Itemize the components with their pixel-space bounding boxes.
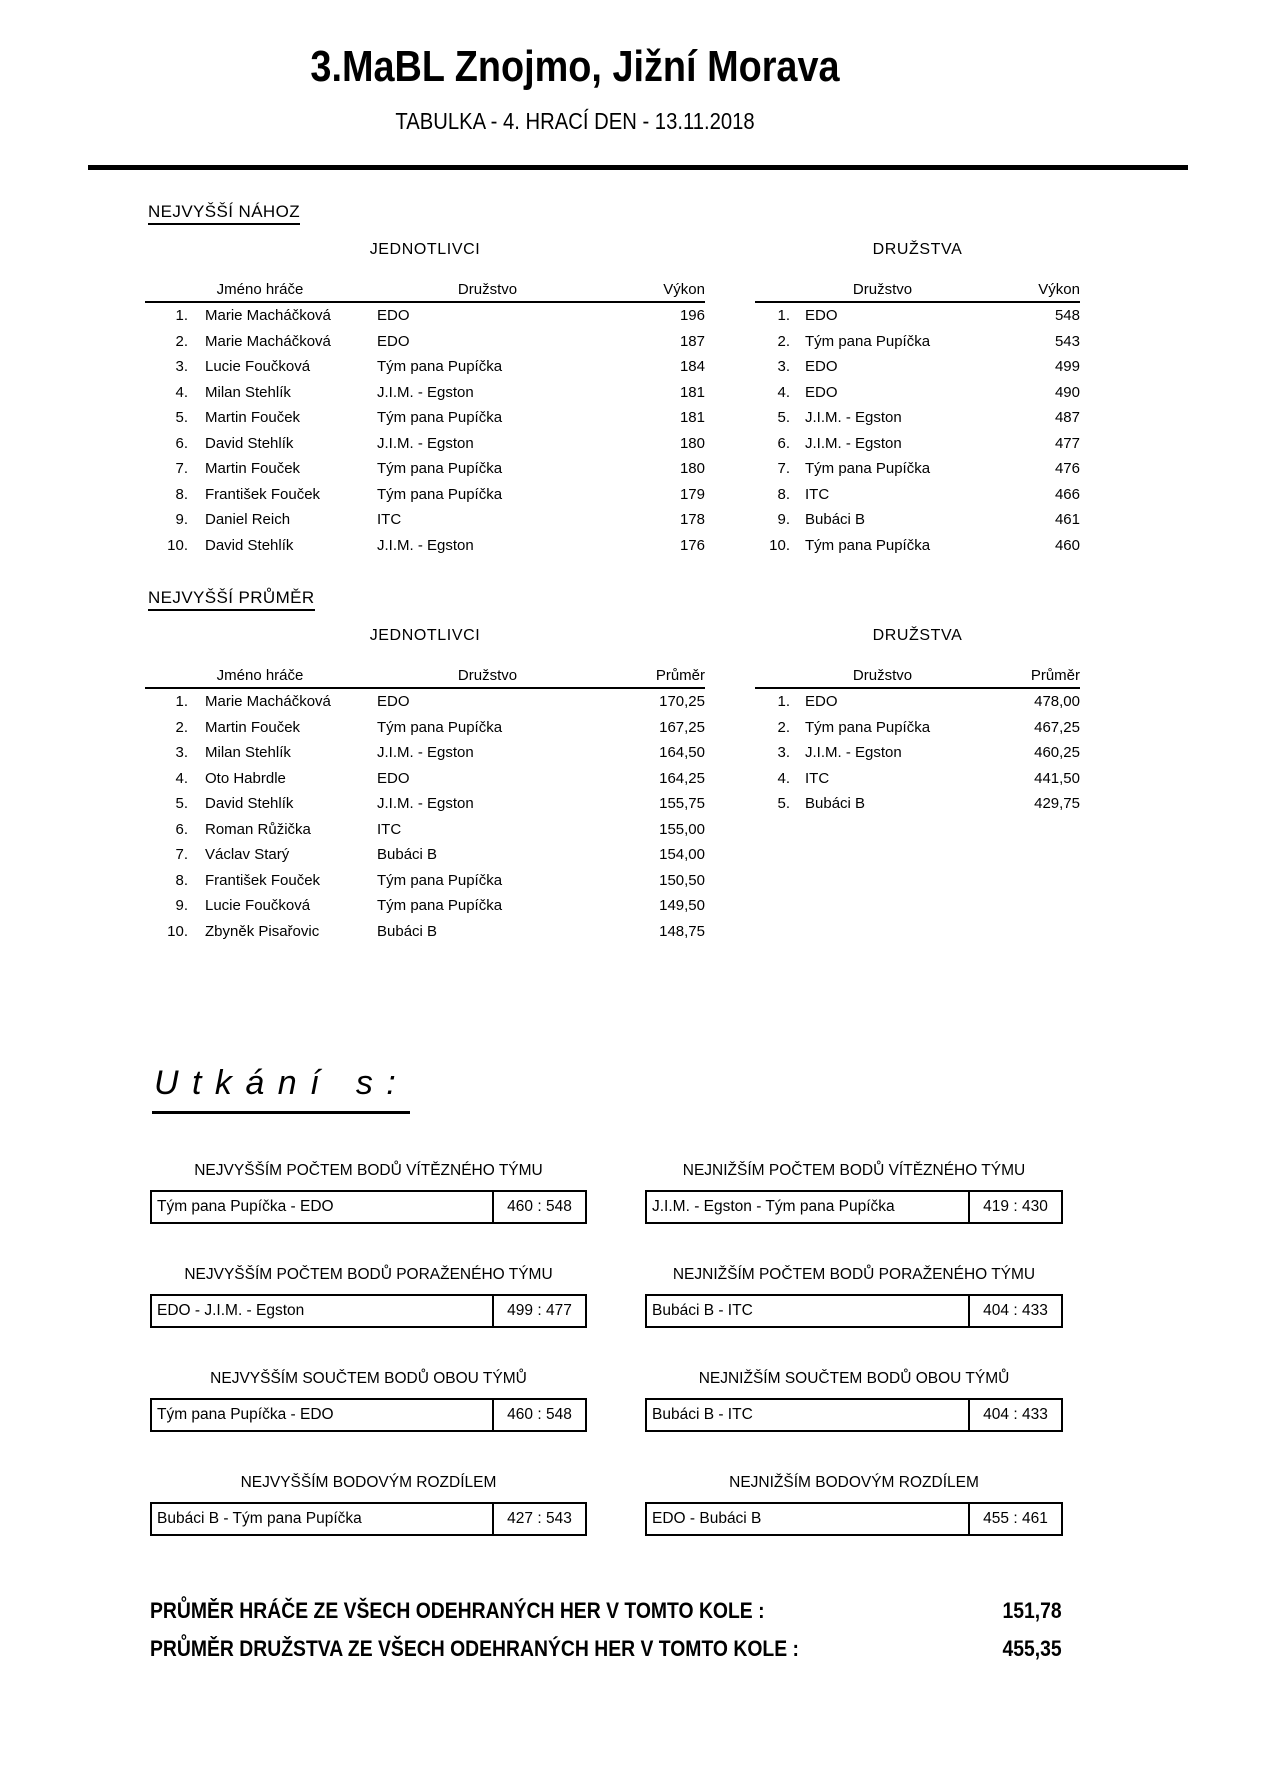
match-score: 455 : 461 [968, 1504, 1061, 1534]
team-cell: EDO [805, 358, 838, 376]
table-row [145, 329, 705, 355]
column-header-average: Průměr [655, 666, 705, 684]
table-row [755, 791, 1080, 817]
score-cell: 181 [679, 383, 705, 401]
player-name-cell: Lucie Foučková [205, 358, 311, 376]
match-record-label: NEJVYŠŠÍM POČTEM BODŮ PORAŽENÉHO TÝMU [184, 1266, 553, 1283]
table-row [755, 329, 1080, 355]
rank-cell: 4. [175, 383, 188, 401]
team-cell: Bubáci B [805, 511, 866, 529]
rank-cell: 1. [175, 307, 188, 325]
rank-cell: 3. [777, 358, 790, 376]
rank-cell: 6. [175, 820, 188, 838]
player-name-cell: Roman Růžička [205, 820, 311, 838]
section-matches [0, 1064, 1264, 1536]
table-row [145, 482, 705, 508]
rank-cell: 2. [175, 332, 188, 350]
score-cell: 487 [1054, 409, 1080, 427]
score-cell: 180 [679, 460, 705, 478]
column-header-player-name: Jméno hráče [216, 666, 304, 684]
team-cell: Bubáci B [377, 922, 438, 940]
table-title-teams: DRUŽSTVA [872, 241, 963, 258]
table-row [145, 715, 705, 741]
match-teams: EDO - J.I.M. - Egston [157, 1302, 305, 1319]
match-score: 404 : 433 [968, 1400, 1061, 1430]
team-cell: J.I.M. - Egston [377, 744, 474, 762]
average-cell: 150,50 [659, 871, 705, 889]
average-cell: 467,25 [1034, 718, 1080, 736]
team-cell: Tým pana Pupíčka [377, 871, 503, 889]
rank-cell: 5. [777, 795, 790, 813]
player-name-cell: David Stehlík [205, 434, 294, 452]
rank-cell: 2. [777, 718, 790, 736]
score-cell: 543 [1054, 332, 1080, 350]
table-row [145, 842, 705, 868]
rank-cell: 2. [777, 332, 790, 350]
table-row [145, 405, 705, 431]
score-cell: 461 [1054, 511, 1080, 529]
player-name-cell: Milan Stehlík [205, 744, 291, 762]
match-score: 427 : 543 [492, 1504, 585, 1534]
player-name-cell: Lucie Foučková [205, 897, 311, 915]
team-cell: EDO [377, 693, 410, 711]
column-header-team: Družstvo [852, 666, 913, 684]
table-row [145, 456, 705, 482]
player-name-cell: Václav Starý [205, 846, 290, 864]
team-cell: ITC [377, 511, 402, 529]
team-cell: EDO [377, 332, 410, 350]
table-row [145, 431, 705, 457]
team-cell: Tým pana Pupíčka [377, 409, 503, 427]
match-record-label: NEJVYŠŠÍM BODOVÝM ROZDÍLEM [240, 1474, 497, 1491]
match-record-box [645, 1294, 1063, 1328]
rank-cell: 8. [175, 485, 188, 503]
team-cell: J.I.M. - Egston [377, 383, 474, 401]
team-cell: ITC [805, 485, 830, 503]
match-teams: Tým pana Pupíčka - EDO [157, 1198, 334, 1215]
page-title: 3.MaBL Znojmo, Jižní Morava [310, 42, 840, 91]
player-name-cell: David Stehlík [205, 795, 294, 813]
page-subtitle: TABULKA - 4. HRACÍ DEN - 13.11.2018 [395, 108, 755, 134]
summary-label: PRŮMĚR DRUŽSTVA ZE VŠECH ODEHRANÝCH HER V TOMTO KOLE : [150, 1636, 799, 1661]
team-cell: EDO [805, 693, 838, 711]
rank-cell: 5. [175, 795, 188, 813]
double-rule [88, 165, 1188, 170]
section-highest-average [0, 588, 1264, 944]
match-record [645, 1266, 1063, 1328]
team-cell: EDO [377, 307, 410, 325]
table-row [145, 791, 705, 817]
match-score: 404 : 433 [968, 1296, 1061, 1326]
table-row [145, 507, 705, 533]
summary-label: PRŮMĚR HRÁČE ZE VŠECH ODEHRANÝCH HER V TOMTO KOLE : [150, 1598, 765, 1623]
player-name-cell: František Fouček [205, 871, 321, 889]
score-cell: 181 [679, 409, 705, 427]
team-cell: Tým pana Pupíčka [805, 536, 931, 554]
column-header-team: Družstvo [852, 280, 913, 298]
table-row [145, 919, 705, 945]
rank-cell: 3. [175, 744, 188, 762]
match-record [150, 1266, 587, 1328]
player-name-cell: Martin Fouček [205, 460, 301, 478]
average-cell: 164,50 [659, 744, 705, 762]
rank-cell: 5. [175, 409, 188, 427]
player-name-cell: Martin Fouček [205, 718, 301, 736]
average-cell: 149,50 [659, 897, 705, 915]
summary-footer [150, 1592, 1264, 1668]
team-cell: J.I.M. - Egston [805, 434, 902, 452]
rank-cell: 8. [777, 485, 790, 503]
match-record-box [645, 1398, 1063, 1432]
table-row [145, 868, 705, 894]
section-heading-highest-game: NEJVYŠŠÍ NÁHOZ [148, 202, 300, 225]
average-cell: 441,50 [1034, 769, 1080, 787]
match-teams: Bubáci B - ITC [652, 1302, 753, 1319]
score-cell: 196 [679, 307, 705, 325]
table-row [755, 715, 1080, 741]
score-cell: 466 [1054, 485, 1080, 503]
team-cell: Tým pana Pupíčka [377, 718, 503, 736]
match-teams: Bubáci B - Tým pana Pupíčka [157, 1510, 362, 1527]
summary-value: 455,35 [1002, 1636, 1062, 1661]
team-cell: EDO [377, 769, 410, 787]
rank-cell: 3. [777, 744, 790, 762]
match-record [150, 1162, 587, 1224]
table-highest-average-teams [755, 627, 1080, 817]
team-cell: EDO [805, 383, 838, 401]
average-cell: 164,25 [659, 769, 705, 787]
table-highest-game-individuals [145, 241, 705, 558]
player-name-cell: Zbyněk Pisařovic [205, 922, 320, 940]
table-row [755, 533, 1080, 559]
score-cell: 176 [679, 536, 705, 554]
match-record-box [150, 1502, 587, 1536]
score-cell: 184 [679, 358, 705, 376]
table-row [145, 817, 705, 843]
team-cell: J.I.M. - Egston [377, 434, 474, 452]
rank-cell: 9. [175, 511, 188, 529]
rank-cell: 1. [175, 693, 188, 711]
player-name-cell: Martin Fouček [205, 409, 301, 427]
rank-cell: 5. [777, 409, 790, 427]
column-header-average: Průměr [1030, 666, 1080, 684]
rank-cell: 6. [777, 434, 790, 452]
match-teams: J.I.M. - Egston - Tým pana Pupíčka [652, 1198, 895, 1215]
team-cell: Tým pana Pupíčka [377, 897, 503, 915]
match-teams: Bubáci B - ITC [652, 1406, 753, 1423]
team-cell: Tým pana Pupíčka [377, 460, 503, 478]
table-row [755, 431, 1080, 457]
team-cell: Tým pana Pupíčka [805, 718, 931, 736]
average-cell: 460,25 [1034, 744, 1080, 762]
match-record-label: NEJNIŽŠÍM POČTEM BODŮ PORAŽENÉHO TÝMU [672, 1266, 1036, 1283]
player-name-cell: Marie Macháčková [205, 307, 331, 325]
average-cell: 478,00 [1034, 693, 1080, 711]
table-row [755, 482, 1080, 508]
rank-cell: 6. [175, 434, 188, 452]
player-name-cell: Marie Macháčková [205, 332, 331, 350]
score-cell: 499 [1054, 358, 1080, 376]
section-heading-highest-average: NEJVYŠŠÍ PRŮMĚR [148, 588, 315, 611]
rank-cell: 10. [769, 536, 790, 554]
rank-cell: 4. [175, 769, 188, 787]
score-cell: 460 [1054, 536, 1080, 554]
summary-line [150, 1630, 1062, 1668]
rank-cell: 2. [175, 718, 188, 736]
table-row [755, 380, 1080, 406]
match-score: 419 : 430 [968, 1192, 1061, 1222]
table-row [755, 689, 1080, 715]
summary-line [150, 1592, 1062, 1630]
team-cell: Tým pana Pupíčka [805, 460, 931, 478]
match-record-box [645, 1190, 1063, 1224]
table-row [145, 740, 705, 766]
table-highest-average-individuals [145, 627, 705, 944]
table-row [145, 893, 705, 919]
average-cell: 429,75 [1034, 795, 1080, 813]
table-row [755, 405, 1080, 431]
team-cell: EDO [805, 307, 838, 325]
rank-cell: 4. [777, 769, 790, 787]
rank-cell: 7. [777, 460, 790, 478]
rank-cell: 4. [777, 383, 790, 401]
team-cell: ITC [805, 769, 830, 787]
match-record-label: NEJNIŽŠÍM SOUČTEM BODŮ OBOU TÝMŮ [698, 1370, 1010, 1387]
section-highest-game [0, 202, 1264, 558]
average-cell: 154,00 [659, 846, 705, 864]
table-title-individuals: JEDNOTLIVCI [369, 241, 481, 258]
table-row [755, 354, 1080, 380]
rank-cell: 7. [175, 846, 188, 864]
player-name-cell: David Stehlík [205, 536, 294, 554]
match-record-box [150, 1398, 587, 1432]
match-teams: Tým pana Pupíčka - EDO [157, 1406, 334, 1423]
match-record-box [150, 1190, 587, 1224]
score-cell: 180 [679, 434, 705, 452]
column-header-player-name: Jméno hráče [216, 280, 304, 298]
table-row [755, 456, 1080, 482]
rank-cell: 8. [175, 871, 188, 889]
team-cell: J.I.M. - Egston [805, 409, 902, 427]
match-record-label: NEJNIŽŠÍM BODOVÝM ROZDÍLEM [729, 1474, 979, 1491]
team-cell: ITC [377, 820, 402, 838]
column-header-team: Družstvo [457, 280, 518, 298]
player-name-cell: František Fouček [205, 485, 321, 503]
match-score: 499 : 477 [492, 1296, 585, 1326]
average-cell: 148,75 [659, 922, 705, 940]
score-cell: 548 [1054, 307, 1080, 325]
score-cell: 179 [679, 485, 705, 503]
team-cell: Tým pana Pupíčka [377, 358, 503, 376]
score-cell: 477 [1054, 434, 1080, 452]
match-teams: EDO - Bubáci B [652, 1510, 762, 1527]
team-cell: J.I.M. - Egston [805, 744, 902, 762]
match-record [645, 1370, 1063, 1432]
score-cell: 476 [1054, 460, 1080, 478]
column-header-score: Výkon [663, 280, 705, 298]
match-record-box [150, 1294, 587, 1328]
rank-cell: 10. [167, 536, 188, 554]
score-cell: 178 [679, 511, 705, 529]
score-cell: 490 [1054, 383, 1080, 401]
rank-cell: 7. [175, 460, 188, 478]
column-header-score: Výkon [1038, 280, 1080, 298]
rank-cell: 9. [777, 511, 790, 529]
match-record-label: NEJNIŽŠÍM POČTEM BODŮ VÍTĚZNÉHO TÝMU [682, 1162, 1026, 1179]
average-cell: 167,25 [659, 718, 705, 736]
player-name-cell: Milan Stehlík [205, 383, 291, 401]
player-name-cell: Oto Habrdle [205, 769, 286, 787]
table-title-individuals: JEDNOTLIVCI [369, 627, 481, 644]
summary-value: 151,78 [1002, 1598, 1062, 1623]
match-record-label: NEJVYŠŠÍM SOUČTEM BODŮ OBOU TÝMŮ [210, 1370, 527, 1387]
table-row [145, 766, 705, 792]
table-row [755, 507, 1080, 533]
team-cell: Tým pana Pupíčka [377, 485, 503, 503]
table-highest-game-teams [755, 241, 1080, 558]
match-record [645, 1474, 1063, 1536]
column-header-team: Družstvo [457, 666, 518, 684]
team-cell: J.I.M. - Egston [377, 536, 474, 554]
match-record [150, 1370, 587, 1432]
team-cell: Bubáci B [377, 846, 438, 864]
table-row [755, 766, 1080, 792]
match-record-label: NEJVYŠŠÍM POČTEM BODŮ VÍTĚZNÉHO TÝMU [194, 1162, 543, 1179]
rank-cell: 3. [175, 358, 188, 376]
average-cell: 155,75 [659, 795, 705, 813]
matches-heading: U t k á n í s : [152, 1064, 410, 1114]
player-name-cell: Marie Macháčková [205, 693, 331, 711]
table-title-teams: DRUŽSTVA [872, 627, 963, 644]
table-row [755, 303, 1080, 329]
player-name-cell: Daniel Reich [205, 511, 291, 529]
table-row [145, 303, 705, 329]
score-cell: 187 [679, 332, 705, 350]
table-row [145, 380, 705, 406]
rank-cell: 1. [777, 693, 790, 711]
average-cell: 170,25 [659, 693, 705, 711]
match-record [150, 1474, 587, 1536]
match-score: 460 : 548 [492, 1400, 585, 1430]
rank-cell: 1. [777, 307, 790, 325]
table-row [145, 689, 705, 715]
match-record [645, 1162, 1063, 1224]
team-cell: Bubáci B [805, 795, 866, 813]
team-cell: Tým pana Pupíčka [805, 332, 931, 350]
table-row [755, 740, 1080, 766]
table-row [145, 354, 705, 380]
team-cell: J.I.M. - Egston [377, 795, 474, 813]
rank-cell: 9. [175, 897, 188, 915]
match-score: 460 : 548 [492, 1192, 585, 1222]
average-cell: 155,00 [659, 820, 705, 838]
match-record-box [645, 1502, 1063, 1536]
rank-cell: 10. [167, 922, 188, 940]
table-row [145, 533, 705, 559]
